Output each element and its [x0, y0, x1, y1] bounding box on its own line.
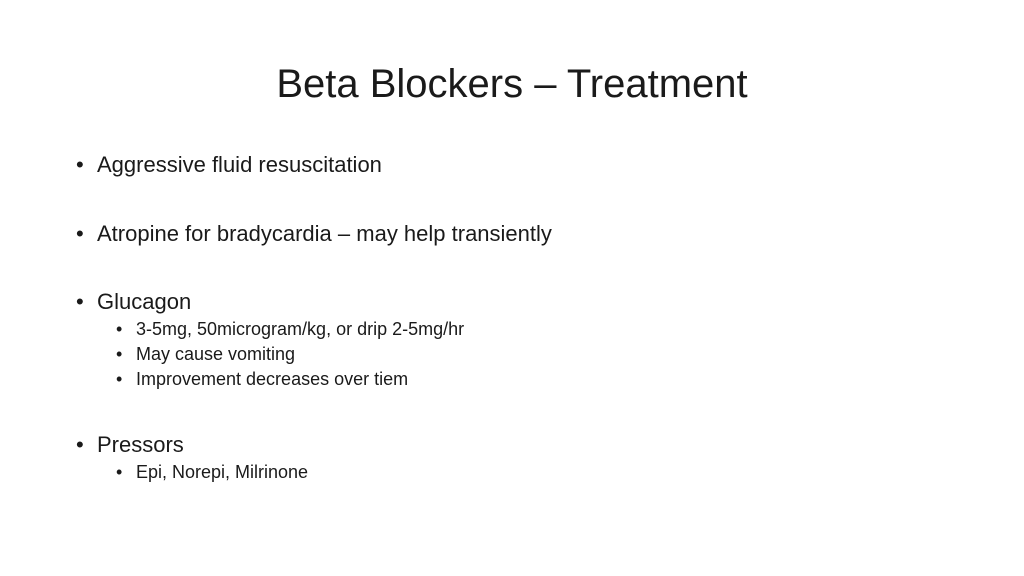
bullet-text: Glucagon [97, 289, 192, 314]
bullet-item [76, 288, 191, 316]
bullet-dot-icon: • [76, 432, 84, 457]
bullet-item [76, 431, 184, 459]
bullet-item [76, 151, 382, 179]
bullet-dot-icon: • [76, 289, 84, 314]
bullet-dot-icon: • [76, 152, 84, 177]
sub-bullet-item [116, 460, 308, 484]
sub-bullet-item [116, 367, 408, 391]
sub-bullet-text: Epi, Norepi, Milrinone [136, 462, 309, 482]
sub-bullet-text: Improvement decreases over tiem [136, 369, 409, 389]
sub-bullet-item [116, 317, 464, 341]
slide-title: Beta Blockers – Treatment [276, 62, 748, 106]
sub-bullet-text: 3-5mg, 50microgram/kg, or drip 2-5mg/hr [136, 319, 465, 339]
sub-bullet-text: May cause vomiting [136, 344, 296, 364]
bullet-text: Pressors [97, 432, 184, 457]
bullet-dot-icon: • [116, 319, 123, 339]
bullet-text: Atropine for bradycardia – may help transiently [97, 221, 552, 246]
bullet-item [76, 220, 552, 248]
sub-bullet-item [116, 342, 295, 366]
bullet-dot-icon: • [116, 462, 123, 482]
bullet-dot-icon: • [116, 344, 123, 364]
bullet-dot-icon: • [116, 369, 123, 389]
bullet-text: Aggressive fluid resuscitation [97, 152, 382, 177]
bullet-dot-icon: • [76, 221, 84, 246]
